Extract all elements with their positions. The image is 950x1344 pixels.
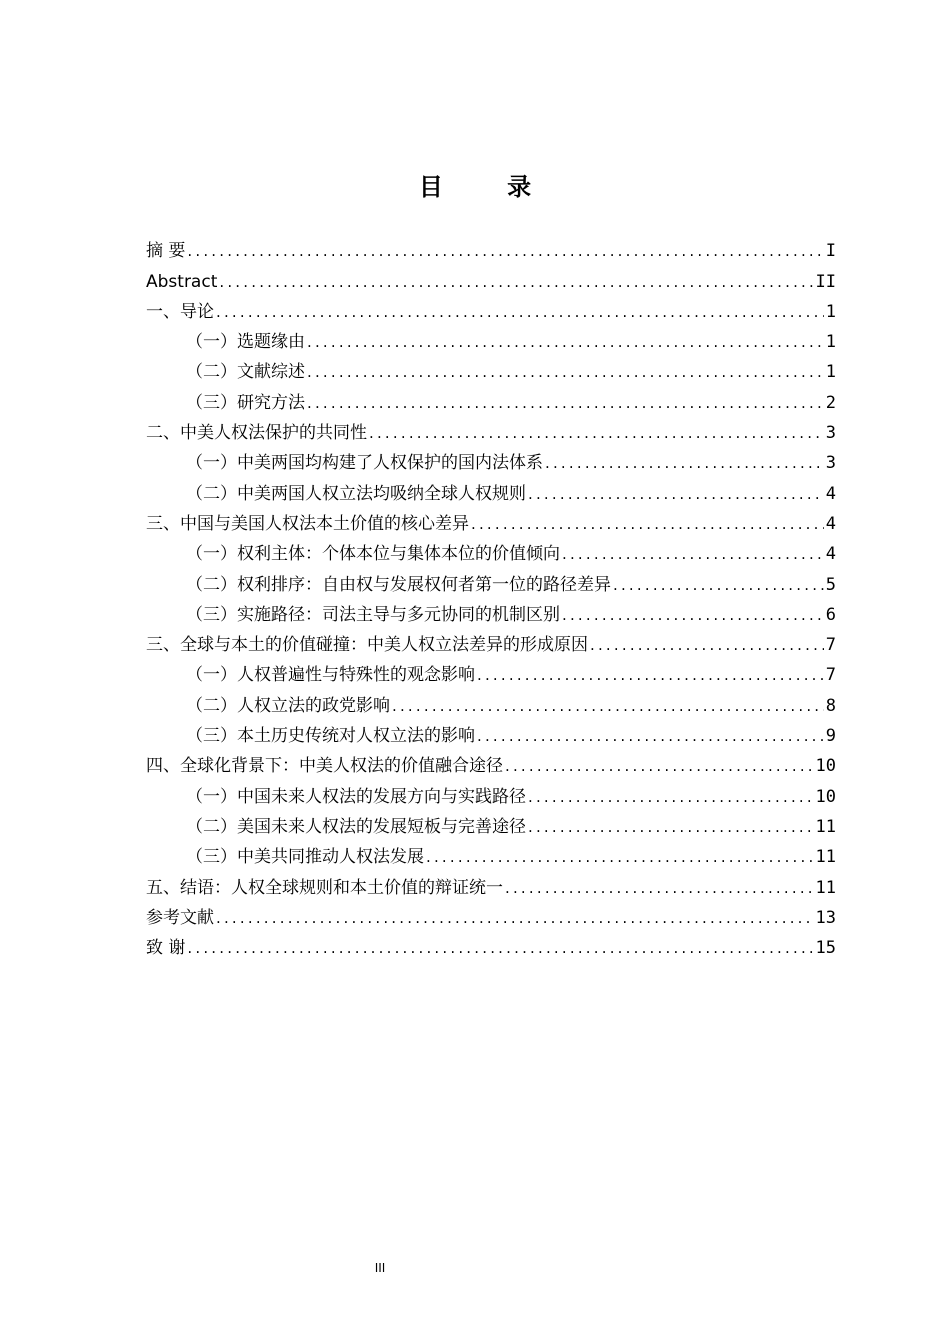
toc-dot-leader xyxy=(477,660,824,690)
toc-entry-label: （二）人权立法的政党影响 xyxy=(186,695,390,716)
toc-dot-leader xyxy=(528,479,824,509)
toc-dot-leader xyxy=(505,873,814,903)
toc-entry-page: 15 xyxy=(815,938,836,959)
toc-entry-label: 五、结语：人权全球规则和本土价值的辩证统一 xyxy=(146,877,503,898)
toc-dot-leader xyxy=(590,630,824,660)
toc-entry-label: 参考文献 xyxy=(146,907,214,928)
toc-entry-page: 11 xyxy=(815,816,836,837)
toc-entry[interactable] xyxy=(146,539,836,569)
toc-entry-page: 4 xyxy=(825,544,836,565)
toc-dot-leader xyxy=(392,691,824,721)
toc-entry[interactable] xyxy=(146,751,836,781)
toc-entry[interactable] xyxy=(146,478,836,508)
toc-dot-leader xyxy=(307,357,824,387)
toc-dot-leader xyxy=(528,812,814,842)
toc-entry-page: 1 xyxy=(825,362,836,383)
toc-entry-label: （二）文献综述 xyxy=(186,362,305,383)
toc-entry[interactable] xyxy=(146,600,836,630)
toc-entry-page: 4 xyxy=(825,513,836,534)
toc-entry[interactable] xyxy=(146,448,836,478)
toc-entry-page: 10 xyxy=(815,756,836,777)
toc-entry[interactable] xyxy=(146,266,836,296)
toc-dot-leader xyxy=(187,933,813,963)
toc-entry[interactable] xyxy=(146,842,836,872)
toc-entry[interactable] xyxy=(146,812,836,842)
toc-entry-page: 6 xyxy=(825,604,836,625)
toc-entry-page: 7 xyxy=(825,665,836,686)
toc-dot-leader xyxy=(216,903,814,933)
toc-entry-label: 摘 要 xyxy=(146,241,186,262)
toc-entry-label: （二）美国未来人权法的发展短板与完善途径 xyxy=(186,816,526,837)
toc-entry[interactable] xyxy=(146,509,836,539)
toc-dot-leader xyxy=(369,418,824,448)
toc-dot-leader xyxy=(528,782,814,812)
toc-entry[interactable] xyxy=(146,630,836,660)
toc-entry[interactable] xyxy=(146,297,836,327)
toc-entry[interactable] xyxy=(146,418,836,448)
toc-entry-label: 一、导论 xyxy=(146,301,214,322)
toc-dot-leader xyxy=(505,751,814,781)
toc-entry-label: （一）人权普遍性与特殊性的观念影响 xyxy=(186,665,475,686)
toc-entry-page: II xyxy=(815,271,836,292)
toc-entry[interactable] xyxy=(146,569,836,599)
toc-entry-page: 7 xyxy=(825,635,836,656)
toc-entry-label: （三）本土历史传统对人权立法的影响 xyxy=(186,726,475,747)
toc-entry-label: 致 谢 xyxy=(146,938,186,959)
toc-entry-label: 三、全球与本土的价值碰撞：中美人权立法差异的形成原因 xyxy=(146,635,588,656)
toc-entry-page: I xyxy=(825,241,836,262)
toc-dot-leader xyxy=(307,327,824,357)
toc-dot-leader xyxy=(545,448,824,478)
toc-entry-label: （一）权利主体：个体本位与集体本位的价值倾向 xyxy=(186,544,560,565)
toc-dot-leader xyxy=(426,842,814,872)
toc-entry-label: （一）选题缘由 xyxy=(186,332,305,353)
toc-entry[interactable] xyxy=(146,690,836,720)
toc-dot-leader xyxy=(613,570,824,600)
toc-entry[interactable] xyxy=(146,721,836,751)
toc-entry-page: 9 xyxy=(825,726,836,747)
toc-entry-label: 四、全球化背景下：中美人权法的价值融合途径 xyxy=(146,756,503,777)
toc-entry-page: 11 xyxy=(815,847,836,868)
toc-dot-leader xyxy=(187,236,823,266)
toc-entry[interactable] xyxy=(146,357,836,387)
toc-entry-label: （三）研究方法 xyxy=(186,392,305,413)
toc-dot-leader xyxy=(477,721,824,751)
toc-entry[interactable] xyxy=(146,781,836,811)
toc-entry-label: 三、中国与美国人权法本土价值的核心差异 xyxy=(146,513,469,534)
toc-title: 目 录 xyxy=(418,173,560,201)
toc-entry-page: 8 xyxy=(825,695,836,716)
toc-entry-page: 13 xyxy=(815,907,836,928)
toc-entry-label: （一）中美两国均构建了人权保护的国内法体系 xyxy=(186,453,543,474)
toc-entry[interactable] xyxy=(146,327,836,357)
toc-dot-leader xyxy=(219,267,813,297)
toc-dot-leader xyxy=(562,600,824,630)
toc-entry-label: 二、中美人权法保护的共同性 xyxy=(146,423,367,444)
toc-entry-page: 1 xyxy=(825,301,836,322)
toc-entry[interactable] xyxy=(146,872,836,902)
toc-entry-label: （三）中美共同推动人权法发展 xyxy=(186,847,424,868)
toc-entry-page: 3 xyxy=(825,423,836,444)
toc-entry[interactable] xyxy=(146,387,836,417)
toc-entry-page: 11 xyxy=(815,877,836,898)
toc-entry-page: 5 xyxy=(825,574,836,595)
toc-dot-leader xyxy=(471,509,824,539)
toc-dot-leader xyxy=(307,388,824,418)
toc-entry-page: 4 xyxy=(825,483,836,504)
table-of-contents xyxy=(146,236,836,963)
toc-entry-page: 3 xyxy=(825,453,836,474)
toc-dot-leader xyxy=(216,297,824,327)
toc-entry-label: （一）中国未来人权法的发展方向与实践路径 xyxy=(186,786,526,807)
toc-entry-label: Abstract xyxy=(146,271,218,292)
toc-entry[interactable] xyxy=(146,933,836,963)
toc-entry-page: 1 xyxy=(825,332,836,353)
toc-entry-label: （二）权利排序：自由权与发展权何者第一位的路径差异 xyxy=(186,574,611,595)
toc-entry-page: 10 xyxy=(815,786,836,807)
page-number: III xyxy=(374,1261,386,1275)
toc-entry-label: （三）实施路径：司法主导与多元协同的机制区别 xyxy=(186,604,560,625)
toc-dot-leader xyxy=(562,539,824,569)
toc-entry[interactable] xyxy=(146,236,836,266)
toc-entry[interactable] xyxy=(146,660,836,690)
toc-entry-page: 2 xyxy=(825,392,836,413)
toc-entry[interactable] xyxy=(146,903,836,933)
toc-entry-label: （二）中美两国人权立法均吸纳全球人权规则 xyxy=(186,483,526,504)
